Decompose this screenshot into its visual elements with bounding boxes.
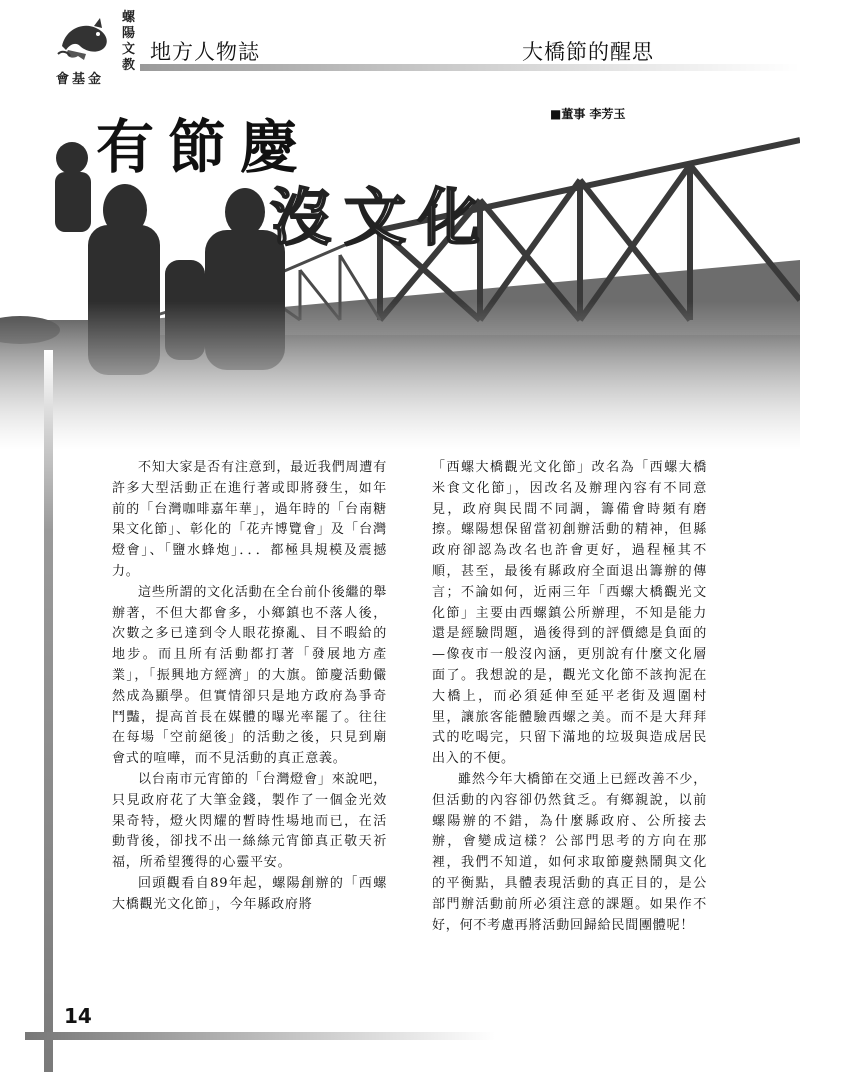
foundation-logo <box>48 6 138 86</box>
logo-char: 基 <box>72 72 86 87</box>
author-byline: ■董事 李芳玉 <box>550 107 626 121</box>
running-title: 大橋節的醒思 <box>522 40 654 64</box>
dragon-emblem-icon <box>56 16 116 62</box>
left-vertical-rule <box>44 350 53 1072</box>
logo-char: 金 <box>88 72 102 87</box>
logo-char: 文 <box>122 42 136 57</box>
header-rule <box>140 64 800 71</box>
headline-line2: 沒文化 <box>270 181 493 254</box>
body-column-right <box>432 458 707 936</box>
logo-char: 教 <box>122 58 136 73</box>
page-number: 14 <box>64 1004 92 1028</box>
paragraph: 以台南市元宵節的「台灣燈會」來說吧，只見政府花了大筆金錢，製作了一個金光效果奇特，燈火閃耀的暫時性場地而已，在活動背後，卻找不出一絲絲元宵節真正敬天祈福，所希望獲得的心靈平安。 <box>112 771 387 871</box>
paragraph: 不知大家是否有注意到，最近我們周遭有許多大型活動正在進行著或即將發生，如年前的「台灣咖啡嘉年華」，過年時的「台南糖果文化節」、彰化的「花卉博覽會」及「台灣燈會」、「鹽水蜂炮」．．．都極具規模及震撼力。 <box>112 460 387 579</box>
paragraph: 回頭觀看自89年起，螺陽創辦的「西螺大橋觀光文化節」，今年縣政府將 <box>112 875 387 912</box>
headline-line1: 有節慶 <box>96 113 313 181</box>
logo-char: 陽 <box>122 26 136 41</box>
paragraph: 「西螺大橋觀光文化節」改名為「西螺大橋米食文化節」，因改名及辦理內容有不同意見，政府與民間不同調，籌備會時頻有磨擦。螺陽想保留當初創辦活動的精神，但縣政府卻認為改名也許會更好，過程極其不順，甚至，最後有縣政府全面退出籌辦的傳言；不論如何，近兩三年「西螺大橋觀光文化節」主要由西螺鎮公所辦理，不知是能力還是經驗問題，過後得到的評價總是負面的—像夜市一般沒內涵，更別說有什麼文化層面了。我想說的是，觀光文化節不該拘泥在大橋上，而必須延伸至延平老街及週圍村里，讓旅客能體驗西螺之美。而不是大拜拜式的吃喝完，只留下滿地的垃圾與造成居民出入的不便。 <box>432 460 707 767</box>
logo-char: 螺 <box>122 10 136 25</box>
section-title: 地方人物誌 <box>150 40 260 64</box>
body-column-left <box>112 458 387 916</box>
footer-rule <box>25 1032 495 1040</box>
logo-char: 會 <box>56 72 70 87</box>
paragraph: 這些所謂的文化活動在全台前仆後繼的舉辦著，不但大都會多，小鄉鎮也不落人後，次數之多已達到令人眼花撩亂、目不暇給的地步。而且所有活動都打著「發展地方產業」，「振興地方經濟」的大旗。節慶活動儼然成為顯學。但實情卻只是地方政府為爭奇鬥豔，提高首長在媒體的曝光率罷了。往往在每場「空前絕後」的活動之後，只見到廟會式的喧嘩，而不見活動的真正意義。 <box>112 584 387 767</box>
paragraph: 雖然今年大橋節在交通上已經改善不少，但活動的內容卻仍然貧乏。有鄉親說，以前螺陽辦的不錯，為什麼縣政府、公所接去辦，會變成這樣？公部門思考的方向在那裡，我們不知道，如何求取節慶熱鬧與文化的平衡點，具體表現活動的真正目的，是公部門辦活動前所必須注意的課題。如果作不好，何不考慮再將活動回歸給民間團體呢！ <box>432 771 707 933</box>
